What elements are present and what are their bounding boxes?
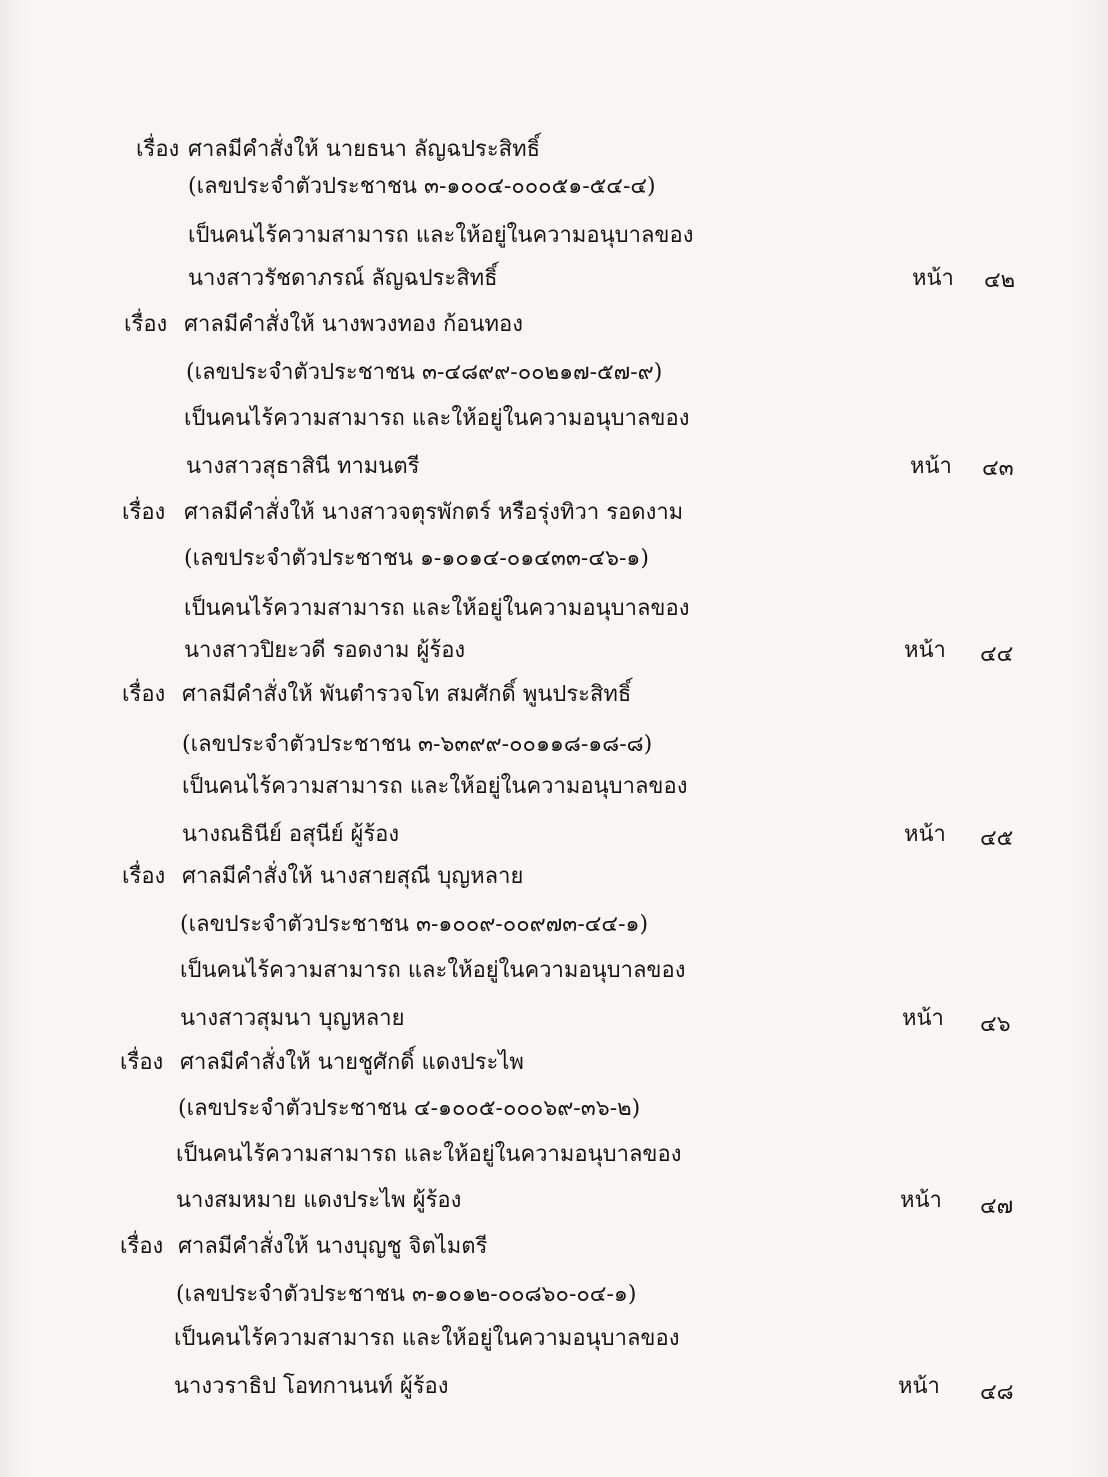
guardian-line: นางสาวรัชดาภรณ์ ลัญฉประสิทธิ์: [188, 266, 498, 291]
subject-label: เรื่อง: [122, 682, 166, 707]
order-line: ศาลมีคำสั่งให้ นางสายสุณี บุญหลาย: [182, 864, 524, 889]
page-number: ๔๒: [984, 268, 1016, 293]
guardian-line: นางสมหมาย แดงประไพ ผู้ร้อง: [176, 1188, 462, 1213]
page-number: ๔๔: [980, 642, 1014, 667]
guardian-line: นางสาวสุธาสินี ทามนตรี: [186, 454, 420, 479]
page-number: ๔๓: [982, 456, 1014, 481]
page-label: หน้า: [904, 822, 946, 847]
subject-label: เรื่อง: [124, 312, 168, 337]
page-number: ๔๕: [980, 826, 1014, 851]
id-line: (เลขประจำตัวประชาชน ๑-๑๐๑๔-๐๑๔๓๓-๔๖-๑): [184, 546, 649, 571]
page-label: หน้า: [910, 454, 952, 479]
id-line: (เลขประจำตัวประชาชน ๓-๔๘๙๙-๐๐๒๑๗-๕๗-๙): [186, 360, 663, 385]
page-number: ๔๗: [980, 1194, 1014, 1219]
subject-label: เรื่อง: [122, 500, 166, 525]
id-line: (เลขประจำตัวประชาชน ๓-๑๐๑๒-๐๐๘๖๐-๐๔-๑): [176, 1282, 637, 1307]
page-label: หน้า: [902, 1006, 944, 1031]
guardian-line: นางสาวสุมนา บุญหลาย: [180, 1006, 405, 1031]
ruling-line: เป็นคนไร้ความสามารถ และให้อยู่ในความอนุบาลของ: [180, 958, 686, 983]
subject-label: เรื่อง: [122, 864, 166, 889]
page-number: ๔๖: [980, 1012, 1011, 1037]
guardian-line: นางณธินีย์ อสุนีย์ ผู้ร้อง: [182, 822, 400, 847]
subject-label: เรื่อง: [136, 137, 180, 162]
order-line: ศาลมีคำสั่งให้ นายชูศักดิ์ แดงประไพ: [180, 1050, 524, 1075]
page-number: ๔๘: [980, 1380, 1014, 1405]
page-label: หน้า: [912, 266, 954, 291]
subject-label: เรื่อง: [120, 1050, 164, 1075]
ruling-line: เป็นคนไร้ความสามารถ และให้อยู่ในความอนุบาลของ: [182, 774, 688, 799]
id-line: (เลขประจำตัวประชาชน ๔-๑๐๐๕-๐๐๐๖๙-๓๖-๒): [178, 1096, 641, 1121]
order-line: ศาลมีคำสั่งให้ นายธนา ลัญฉประสิทธิ์: [188, 137, 541, 162]
subject-label: เรื่อง: [120, 1234, 164, 1259]
ruling-line: เป็นคนไร้ความสามารถ และให้อยู่ในความอนุบาลของ: [188, 223, 694, 248]
guardian-line: นางวราธิป โอทกานนท์ ผู้ร้อง: [174, 1374, 449, 1399]
ruling-line: เป็นคนไร้ความสามารถ และให้อยู่ในความอนุบาลของ: [176, 1142, 682, 1167]
ruling-line: เป็นคนไร้ความสามารถ และให้อยู่ในความอนุบาลของ: [174, 1326, 680, 1351]
page-label: หน้า: [904, 638, 946, 663]
order-line: ศาลมีคำสั่งให้ พันตำรวจโท สมศักดิ์ พูนประสิทธิ์: [182, 682, 632, 707]
ruling-line: เป็นคนไร้ความสามารถ และให้อยู่ในความอนุบาลของ: [184, 406, 690, 431]
order-line: ศาลมีคำสั่งให้ นางบุญชู จิตไมตรี: [178, 1234, 488, 1259]
id-line: (เลขประจำตัวประชาชน ๓-๖๓๙๙-๐๐๑๑๘-๑๘-๘): [182, 732, 653, 757]
ruling-line: เป็นคนไร้ความสามารถ และให้อยู่ในความอนุบาลของ: [184, 596, 690, 621]
id-line: (เลขประจำตัวประชาชน ๓-๑๐๐๔-๐๐๐๕๑-๕๔-๔): [188, 174, 656, 199]
order-line: ศาลมีคำสั่งให้ นางพวงทอง ก้อนทอง: [184, 312, 523, 337]
page-label: หน้า: [900, 1188, 942, 1213]
order-line: ศาลมีคำสั่งให้ นางสาวจตุรพักตร์ หรือรุ่งทิวา รอดงาม: [184, 500, 684, 525]
id-line: (เลขประจำตัวประชาชน ๓-๑๐๐๙-๐๐๙๗๓-๔๔-๑): [180, 912, 649, 937]
page-label: หน้า: [898, 1374, 940, 1399]
guardian-line: นางสาวปิยะวดี รอดงาม ผู้ร้อง: [184, 638, 466, 663]
